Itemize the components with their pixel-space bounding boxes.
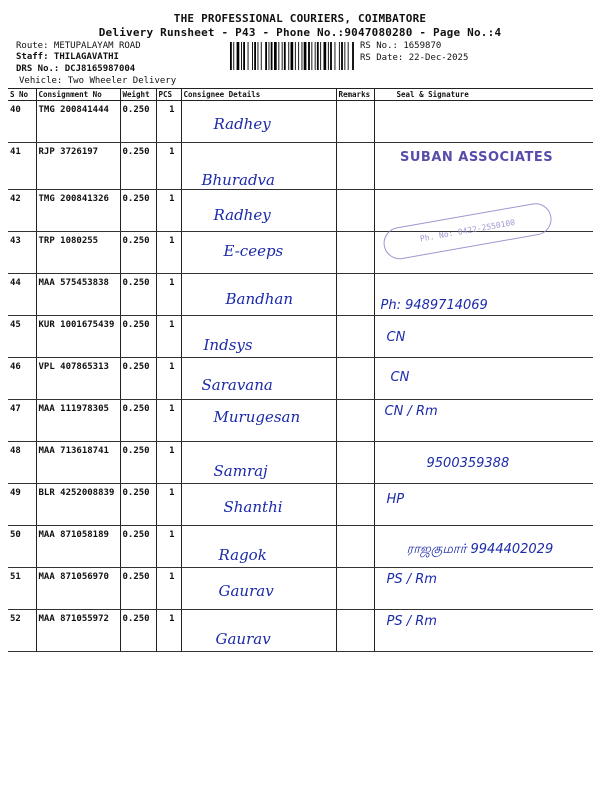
signature-handwriting: PS / Rm: [386, 614, 437, 629]
row-sno: 41: [8, 143, 36, 190]
consignee-handwriting: Murugesan: [213, 408, 301, 426]
header-remarks: Remarks: [336, 89, 374, 101]
row-weight: 0.250: [120, 101, 156, 143]
row-sno: 48: [8, 442, 36, 484]
table-row: [8, 442, 593, 484]
row-sno: 52: [8, 610, 36, 652]
row-consignment-no: MAA 713618741: [36, 442, 120, 484]
row-remarks: [336, 526, 374, 568]
row-sno: 44: [8, 274, 36, 316]
table-row: [8, 610, 593, 652]
vehicle-label: Vehicle: Two Wheeler Delivery: [19, 76, 177, 86]
row-consignee: [181, 143, 336, 190]
header-consignee: Consignee Details: [181, 89, 336, 101]
runsheet-table: [8, 88, 593, 652]
row-consignment-no: TRP 1080255: [36, 232, 120, 274]
row-consignee: [181, 316, 336, 358]
row-pcs: 1: [156, 101, 181, 143]
signature-handwriting: CN / Rm: [384, 404, 438, 419]
signature-handwriting: 9500359388: [426, 456, 510, 471]
signature-handwriting: HP: [386, 492, 405, 507]
row-remarks: [336, 442, 374, 484]
row-consignee: [181, 190, 336, 232]
row-remarks: [336, 400, 374, 442]
row-pcs: 1: [156, 143, 181, 190]
table-row: [8, 400, 593, 442]
row-weight: 0.250: [120, 232, 156, 274]
row-remarks: [336, 358, 374, 400]
row-pcs: 1: [156, 568, 181, 610]
consignee-handwriting: Gaurav: [215, 630, 271, 648]
row-signature: [374, 610, 593, 652]
row-sno: 50: [8, 526, 36, 568]
runsheet-subtitle: Delivery Runsheet - P43 - Phone No.:9047080280 - Page No.:4: [98, 26, 502, 39]
table-row: [8, 316, 593, 358]
row-consignment-no: RJP 3726197: [36, 143, 120, 190]
row-consignment-no: VPL 407865313: [36, 358, 120, 400]
signature-handwriting: ராஜகுமார் 9944402029: [406, 542, 554, 557]
row-consignee: [181, 400, 336, 442]
row-sno: 51: [8, 568, 36, 610]
header-sno: S No: [8, 89, 36, 101]
header-consignment: Consignment No: [36, 89, 120, 101]
row-consignee: [181, 358, 336, 400]
row-consignment-no: BLR 4252008839: [36, 484, 120, 526]
row-sno: 49: [8, 484, 36, 526]
row-signature: [374, 442, 593, 484]
row-remarks: [336, 101, 374, 143]
table-header-row: [8, 89, 593, 101]
table-row: [8, 358, 593, 400]
row-consignee: [181, 101, 336, 143]
row-pcs: 1: [156, 484, 181, 526]
row-signature: [374, 526, 593, 568]
row-weight: 0.250: [120, 400, 156, 442]
row-remarks: [336, 316, 374, 358]
row-sno: 47: [8, 400, 36, 442]
row-consignee: [181, 442, 336, 484]
table-row: [8, 526, 593, 568]
row-weight: 0.250: [120, 143, 156, 190]
row-consignment-no: MAA 871055972: [36, 610, 120, 652]
consignee-handwriting: Indsys: [203, 336, 253, 354]
row-pcs: 1: [156, 526, 181, 568]
header-pcs: PCS: [156, 89, 181, 101]
row-remarks: [336, 610, 374, 652]
signature-handwriting: CN: [386, 330, 406, 345]
row-sno: 43: [8, 232, 36, 274]
row-pcs: 1: [156, 316, 181, 358]
row-signature: [374, 358, 593, 400]
round-stamp-text: Ph. No: 0422-2550100: [419, 217, 516, 244]
staff-label: Staff: THILAGAVATHI: [16, 52, 119, 62]
row-sno: 40: [8, 101, 36, 143]
row-consignee: [181, 526, 336, 568]
header-signature: Seal & Signature: [374, 89, 593, 101]
row-remarks: [336, 484, 374, 526]
table-row: [8, 274, 593, 316]
rs-number: RS No.: 1659870: [360, 41, 442, 51]
consignee-handwriting: Gaurav: [218, 582, 274, 600]
row-consignment-no: TMG 200841326: [36, 190, 120, 232]
row-pcs: 1: [156, 610, 181, 652]
row-consignee: [181, 610, 336, 652]
row-consignment-no: MAA 575453838: [36, 274, 120, 316]
drs-number: DRS No.: DCJ8165987004: [16, 64, 136, 74]
row-remarks: [336, 568, 374, 610]
row-pcs: 1: [156, 358, 181, 400]
company-title: THE PROFESSIONAL COURIERS, COIMBATORE: [173, 12, 427, 25]
row-sno: 42: [8, 190, 36, 232]
row-consignment-no: TMG 200841444: [36, 101, 120, 143]
row-pcs: 1: [156, 232, 181, 274]
row-consignee: [181, 484, 336, 526]
row-weight: 0.250: [120, 358, 156, 400]
row-consignee: [181, 568, 336, 610]
row-remarks: [336, 143, 374, 190]
consignee-handwriting: Bandhan: [225, 290, 293, 308]
row-consignment-no: MAA 871058189: [36, 526, 120, 568]
consignee-handwriting: Samraj: [213, 462, 268, 480]
row-weight: 0.250: [120, 190, 156, 232]
consignee-handwriting: Shanthi: [223, 498, 283, 516]
row-signature: [374, 400, 593, 442]
row-signature: [374, 316, 593, 358]
row-remarks: [336, 274, 374, 316]
consignee-handwriting: E-ceeps: [223, 242, 284, 260]
row-weight: 0.250: [120, 568, 156, 610]
table-row: [8, 484, 593, 526]
row-pcs: 1: [156, 274, 181, 316]
signature-handwriting: CN: [390, 370, 410, 385]
route-label: Route: METUPALAYAM ROAD: [16, 41, 141, 51]
row-weight: 0.250: [120, 526, 156, 568]
row-weight: 0.250: [120, 484, 156, 526]
barcode: [230, 42, 354, 70]
consignee-handwriting: Bhuradva: [201, 171, 275, 189]
row-pcs: 1: [156, 190, 181, 232]
row-weight: 0.250: [120, 442, 156, 484]
signature-handwriting: Ph: 9489714069: [380, 298, 488, 313]
company-seal: SUBAN ASSOCIATES: [400, 150, 554, 165]
row-consignment-no: MAA 111978305: [36, 400, 120, 442]
consignee-handwriting: Saravana: [201, 376, 273, 394]
row-signature: [374, 568, 593, 610]
row-consignee: [181, 274, 336, 316]
row-consignment-no: KUR 1001675439: [36, 316, 120, 358]
row-weight: 0.250: [120, 316, 156, 358]
rs-date: RS Date: 22-Dec-2025: [360, 53, 469, 63]
row-sno: 45: [8, 316, 36, 358]
consignee-handwriting: Ragok: [218, 546, 267, 564]
consignee-handwriting: Radhey: [213, 115, 271, 133]
row-sno: 46: [8, 358, 36, 400]
row-weight: 0.250: [120, 610, 156, 652]
row-remarks: [336, 232, 374, 274]
row-consignee: [181, 232, 336, 274]
row-consignment-no: MAA 871056970: [36, 568, 120, 610]
row-signature: [374, 484, 593, 526]
row-pcs: 1: [156, 442, 181, 484]
row-weight: 0.250: [120, 274, 156, 316]
row-signature: [374, 101, 593, 143]
signature-handwriting: PS / Rm: [386, 572, 437, 587]
header-weight: Weight: [120, 89, 156, 101]
table-row: [8, 101, 593, 143]
table-row: [8, 568, 593, 610]
row-remarks: [336, 190, 374, 232]
row-pcs: 1: [156, 400, 181, 442]
consignee-handwriting: Radhey: [213, 206, 271, 224]
